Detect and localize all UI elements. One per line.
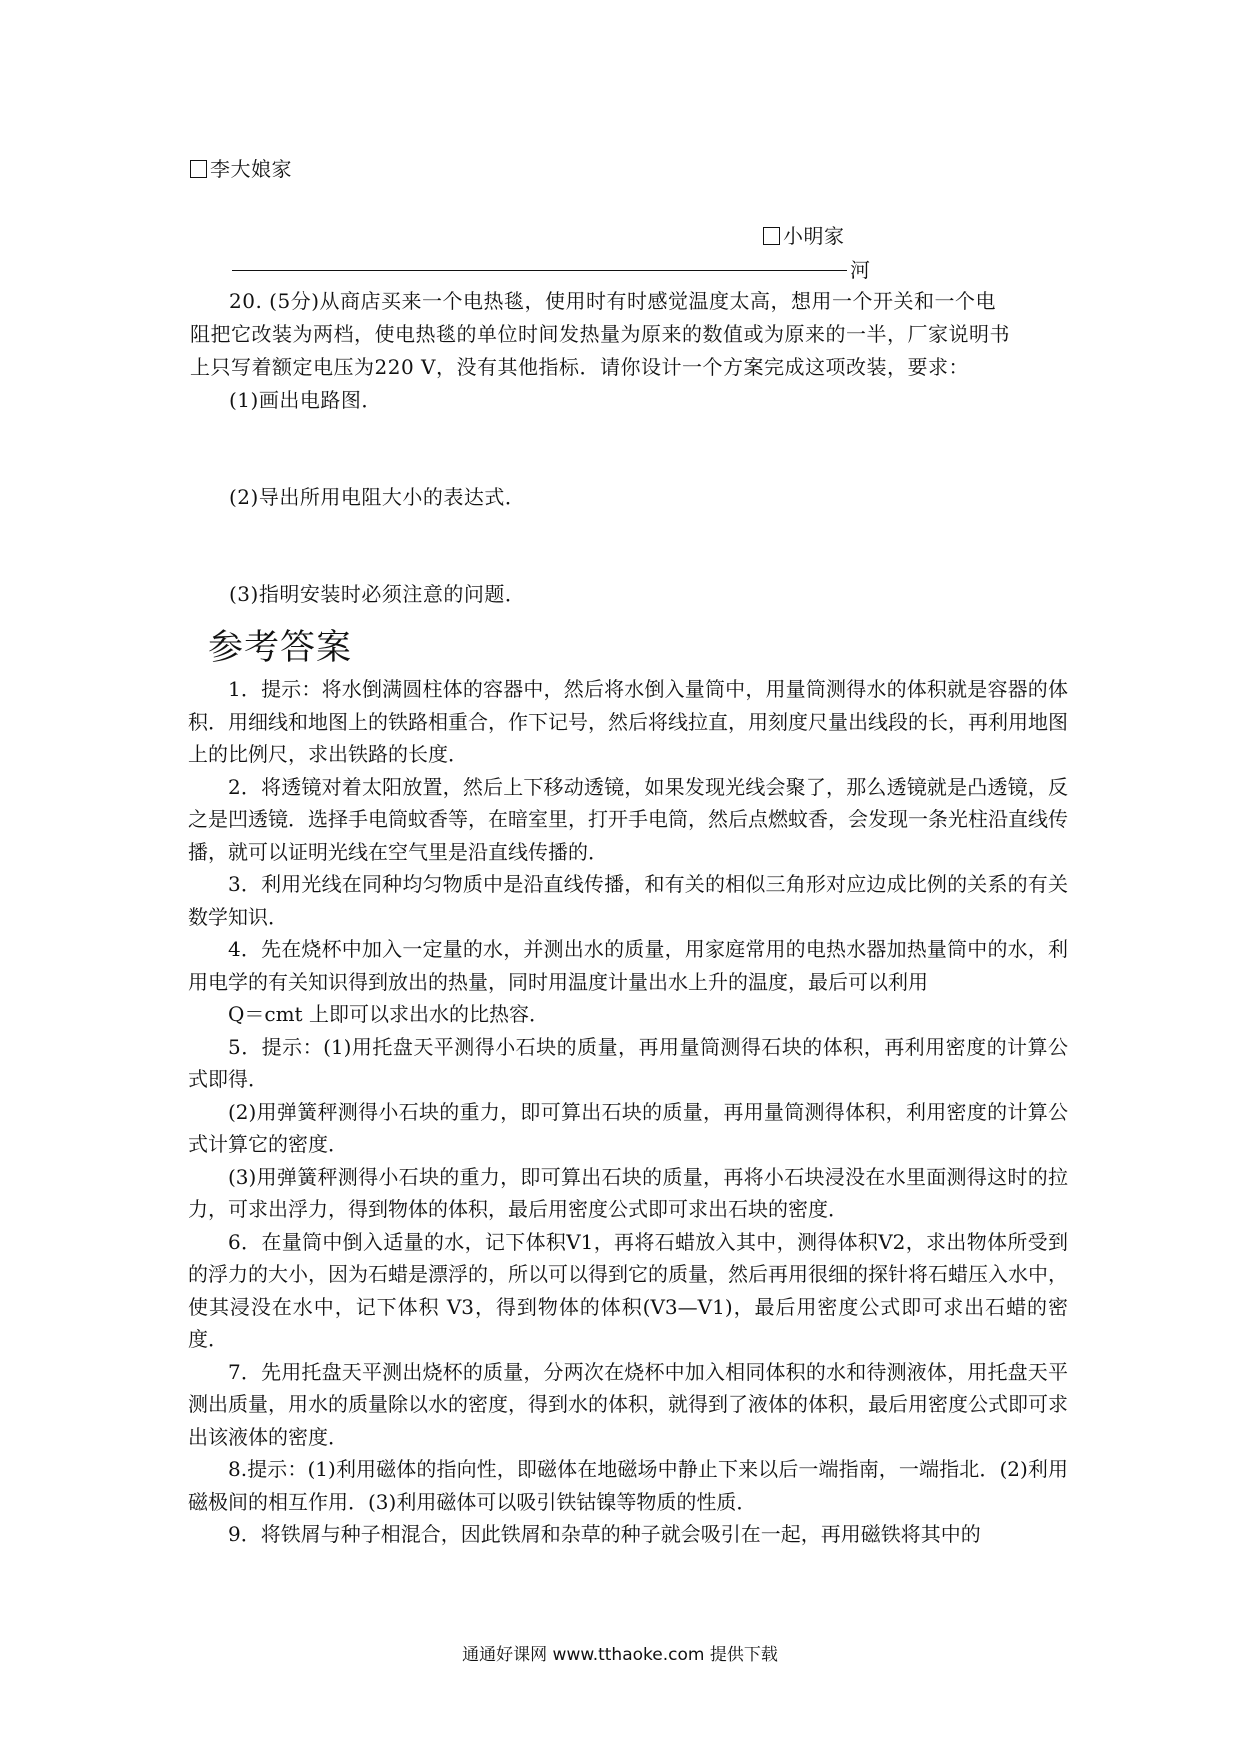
answer-item: Q＝cmt 上即可以求出水的比热容． [228,1002,549,1026]
q20-sub-question-2: (2)导出所用电阻大小的表达式． [229,485,526,509]
q20-stem-line-1: 20. (5分)从商店买来一个电热毯，使用时有时感觉温度太高，想用一个开关和一个电 [229,289,996,313]
answer-item: 5．提示：(1)用托盘天平测得小石块的质量，再用量筒测得石块的体积，再利用密度的计算公式即得． [188,1034,1068,1091]
answer-item: 4．先在烧杯中加入一定量的水，并测出水的质量，用家庭常用的电热水器加热量筒中的水，利用电学的有关知识得到放出的热量，同时用温度计量出水上升的温度，最后可以利用 [188,937,1068,994]
answer-item: 1．提示：将水倒满圆柱体的容器中，然后将水倒入量筒中，用量筒测得水的体积就是容器的体积．用细线和地图上的铁路相重合，作下记号，然后将线拉直，用刻度尺量出线段的长，再利用地图上的比例尺，求出铁路的长度． [188,677,1068,766]
q20-stem-line-3: 上只写着额定电压为220 V，没有其他指标．请你设计一个方案完成这项改装，要求： [190,355,969,379]
house-square-icon [763,227,780,245]
map-label-li-house [190,153,292,182]
li-house-text: 李大娘家 [210,157,292,181]
ming-house-text: 小明家 [783,224,845,248]
answer-item: 3．利用光线在同种均匀物质中是沿直线传播，和有关的相似三角形对应边成比例的关系的有关数学知识． [188,872,1068,929]
answer-item: 9．将铁屑与种子相混合，因此铁屑和杂草的种子就会吸引在一起，再用磁铁将其中的 [228,1522,981,1546]
q20-sub-question-3: (3)指明安装时必须注意的问题． [229,582,526,606]
answer-item: 2．将透镜对着太阳放置，然后上下移动透镜，如果发现光线会聚了，那么透镜就是凸透镜，反之是凹透镜．选择手电筒蚊香等，在暗室里，打开手电筒，然后点燃蚊香，会发现一条光柱沿直线传播，就可以证明光线在空气里是沿直线传播的． [188,774,1068,864]
page-footer: 通通好课网 www.tthaoke.com 提供下载 [462,1645,778,1665]
answer-item: (3)用弹簧秤测得小石块的重力，即可算出石块的质量，再将小石块浸没在水里面测得这时的拉力，可求出浮力，得到物体的体积，最后用密度公式即可求出石块的密度． [188,1164,1068,1221]
answer-item: (2)用弹簧秤测得小石块的重力，即可算出石块的质量，再用量筒测得体积，利用密度的计算公式计算它的密度． [188,1099,1068,1156]
q20-stem-line-2: 阻把它改装为两档，使电热毯的单位时间发热量为原来的数值或为原来的一半，厂家说明书 [190,322,1010,346]
map-label-ming-house [763,220,845,249]
river-line [232,270,847,271]
answers-heading: 参考答案 [208,628,353,668]
answer-item: 6．在量筒中倒入适量的水，记下体积V1，再将石蜡放入其中，测得体积V2，求出物体所受到的浮力的大小，因为石蜡是漂浮的，所以可以得到它的质量，然后再用很细的探针将石蜡压入水中，使其浸没在水中，记下体积 V3，得到物体的体积(V3—V1)，最后用密度公式即可求出石蜡的密度． [188,1229,1068,1351]
answer-item: 7．先用托盘天平测出烧杯的质量，分两次在烧杯中加入相同体积的水和待测液体，用托盘天平测出质量，用水的质量除以水的密度，得到水的体积，就得到了液体的体积，最后用密度公式即可求出该液体的密度． [188,1359,1068,1449]
house-square-icon [190,160,207,178]
answer-item: 8.提示：(1)利用磁体的指向性，即磁体在地磁场中静止下来以后一端指南，一端指北．(2)利用磁极间的相互作用．(3)利用磁体可以吸引铁钴镍等物质的性质． [188,1457,1068,1514]
q20-sub-question-1: (1)画出电路图． [229,388,382,412]
answers-list [188,673,1068,1551]
river-label: 河 [850,258,871,282]
